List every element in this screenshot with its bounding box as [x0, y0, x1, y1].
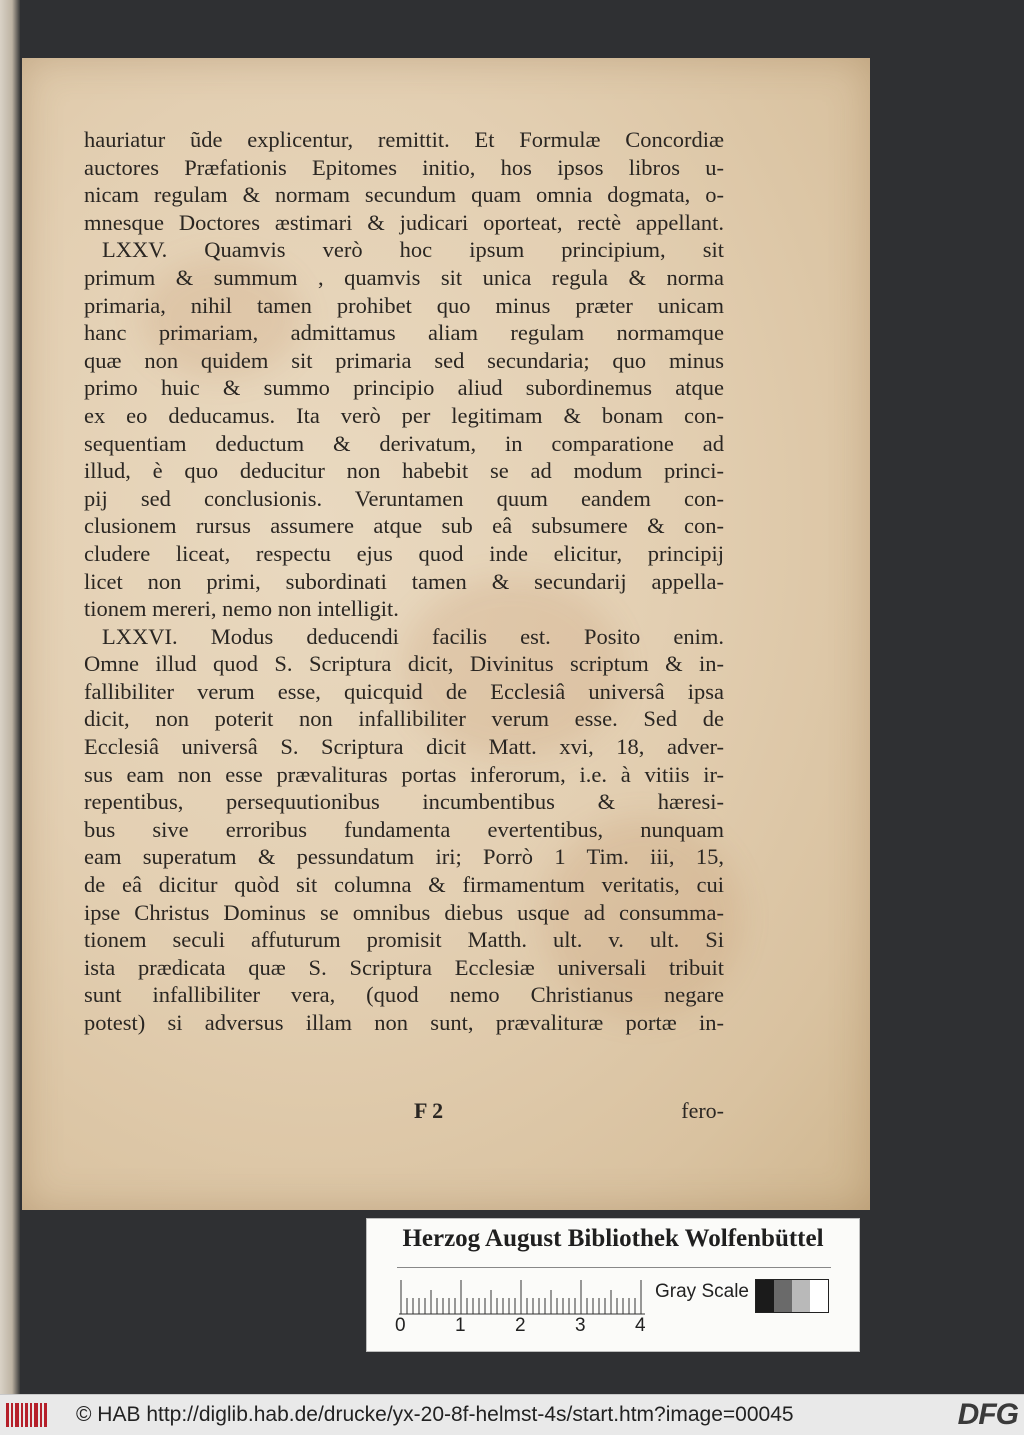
text-line: pij sed conclusionis. Veruntamen quum eandem con-	[84, 485, 724, 511]
text-line: primo huic & summo principio aliud subordinemus atque	[84, 375, 724, 401]
gray-swatch	[774, 1280, 792, 1312]
gray-swatch	[792, 1280, 810, 1312]
text-line: licet non primi, subordinati tamen & secundarij appella-	[84, 568, 724, 594]
footer-bar	[0, 1394, 1024, 1435]
text-line: Ecclesiâ universâ S. Scriptura dicit Matt. xvi, 18, adver-	[84, 734, 724, 760]
text-line: Omne illud quod S. Scriptura dicit, Divinitus scriptum & in-	[84, 651, 724, 677]
text-line: mnesque Doctores æstimari & judicari oporteat, rectè appellant.	[84, 209, 724, 235]
text-line: ipse Christus Dominus se omnibus diebus usque ad consumma-	[84, 899, 724, 925]
text-line: LXXV. Quamvis verò hoc ipsum principium, sit	[102, 237, 724, 263]
text-line: illud, è quo deducitur non habebit se ad modum princi-	[84, 458, 724, 484]
ruler-number: 3	[575, 1315, 586, 1336]
library-label-card	[366, 1218, 860, 1352]
text-line: cludere liceat, respectu ejus quod inde elicitur, principij	[84, 540, 724, 566]
barcode-icon	[6, 1403, 48, 1427]
text-line: repentibus, persequutionibus incumbentibus & hæresi-	[84, 789, 724, 815]
gray-swatch	[810, 1280, 828, 1312]
text-line: hauriatur ũde explicentur, remittit. Et Formulæ Concordiæ	[84, 127, 724, 152]
text-line: sus eam non esse prævalituras portas inferorum, i.e. à vitiis ir-	[84, 761, 724, 787]
text-line: eam superatum & pessundatum iri; Porrò 1 Tim. iii, 15,	[84, 844, 724, 870]
catchword: fero-	[681, 1098, 724, 1123]
gray-swatch	[756, 1280, 774, 1312]
text-line: primaria, nihil tamen prohibet quo minus præter unicam	[84, 292, 724, 318]
library-name: Herzog August Bibliothek Wolfenbüttel	[402, 1225, 824, 1252]
page-footer-line	[84, 1098, 724, 1128]
text-line: primum & summum , quamvis sit unica regula & norma	[84, 264, 724, 290]
text-line: quæ non quidem sit primaria sed secundaria; quo minus	[84, 347, 724, 373]
text-line: sequentiam deductum & derivatum, in comparatione ad	[84, 430, 724, 456]
text-line: ista prædicata quæ S. Scriptura Ecclesiæ universali tribuit	[84, 954, 724, 980]
ruler-number: 4	[635, 1315, 646, 1336]
text-line: sunt infallibiliter vera, (quod nemo Christianus negare	[84, 982, 724, 1008]
book-page	[22, 58, 870, 1210]
text-line: de eâ dicitur quòd sit columna & firmamentum veritatis, cui	[84, 872, 724, 898]
ruler-numbers	[391, 1315, 661, 1339]
gray-scale-swatches	[755, 1279, 829, 1313]
signature-mark: F 2	[414, 1098, 444, 1123]
text-line: nicam regulam & normam secundum quam omnia dogmata, o-	[84, 182, 724, 208]
ruler-number: 0	[395, 1315, 406, 1336]
dfg-logo: DFG	[957, 1398, 1018, 1431]
ruler-number: 2	[515, 1315, 526, 1336]
source-url: © HAB http://diglib.hab.de/drucke/yx-20-8f-helmst-4s/start.htm?image=00045	[76, 1403, 794, 1426]
gray-scale-label: Gray Scale	[655, 1281, 749, 1302]
text-line: auctores Præfationis Epitomes initio, hos ipsos libros u-	[84, 154, 724, 180]
text-line: potest) si adversus illam non sunt, prævalituræ portæ in-	[84, 1010, 724, 1035]
text-line: tionem seculi affuturum promisit Matth. ult. v. ult. Si	[84, 927, 724, 953]
text-line: hanc primariam, admittamus aliam regulam normamque	[84, 320, 724, 346]
adjacent-page-edge	[0, 0, 20, 1394]
text-line: ex eo deducamus. Ita verò per legitimam & bonam con-	[84, 402, 724, 428]
text-line: bus sive erroribus fundamenta evertentibus, nunquam	[84, 816, 724, 842]
text-line: fallibiliter verum esse, quicquid de Ecclesiâ universâ ipsa	[84, 678, 724, 704]
divider	[397, 1267, 831, 1268]
text-line: dicit, non poterit non infallibiliter verum esse. Sed de	[84, 706, 724, 732]
page-text-block	[84, 126, 724, 1037]
text-line: LXXVI. Modus deducendi facilis est. Posito enim.	[102, 623, 724, 649]
ruler-ticks	[399, 1277, 645, 1315]
ruler-number: 1	[455, 1315, 466, 1336]
ruler-scale	[399, 1277, 645, 1315]
text-line: tionem mereri, nemo non intelligit.	[84, 596, 399, 622]
text-line: clusionem rursus assumere atque sub eâ subsumere & con-	[84, 513, 724, 539]
